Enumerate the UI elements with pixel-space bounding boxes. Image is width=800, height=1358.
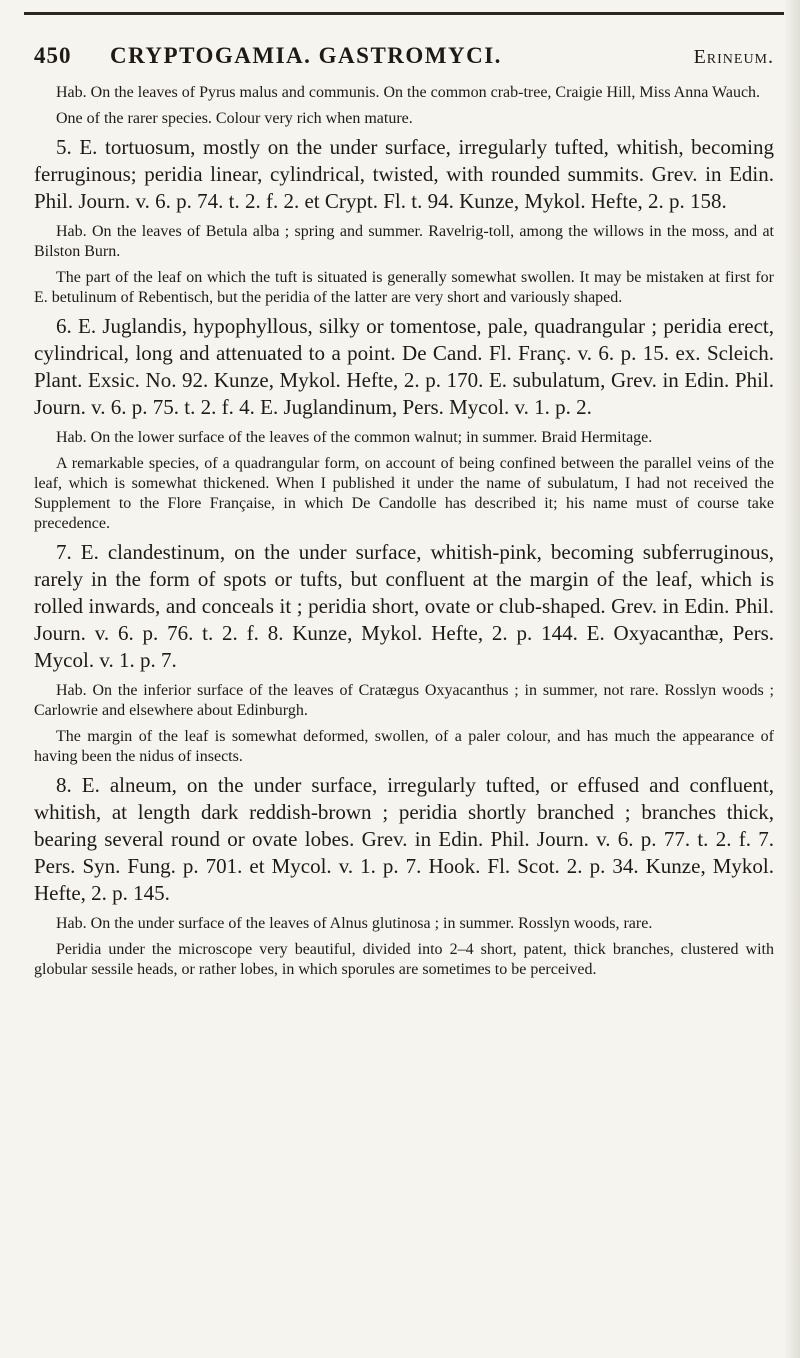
remark-note: A remarkable species, of a quadrangular form, on account of being confined between the parallel veins of the leaf, which is somewhat thickened. When I published it under the name of subulatum, I had not received the Supplement to the Flore Française, in which De Candolle has described it; his name must of course take precedence. [34,455,774,532]
remark-note: The part of the leaf on which the tuft is situated is generally somewhat swollen. It may be mistaken at first for E. betulinum of Rebentisch, but the peridia of the latter are very short and variously shaped. [34,269,774,306]
top-rule [24,12,784,15]
habitat-note: Hab. On the inferior surface of the leaves of Cratægus Oxyacanthus ; in summer, not rare. Rosslyn woods ; Carlowrie and elsewhere about Edinburgh. [34,682,774,719]
species-entry-7: 7. E. clandestinum, on the under surface, whitish-pink, becoming subferruginous, rarely in the form of spots or tufts, but confluent at the margin of the leaf, which is rolled inwards, and conceals it ; peridia short, ovate or club-shaped. Grev. in Edin. Phil. Journ. v. 6. p. 76. t. 2. f. 8. Kunze, Mykol. Hefte, 2. p. 144. E. Oxyacanthæ, Pers. Mycol. v. 1. p. 7. [34,540,774,672]
species-entry-5: 5. E. tortuosum, mostly on the under surface, irregularly tufted, whitish, becoming ferruginous; peridia linear, cylindrical, twisted, with rounded summits. Grev. in Edin. Phil. Journ. v. 6. p. 74. t. 2. f. 2. et Crypt. Fl. t. 94. Kunze, Mykol. Hefte, 2. p. 158. [34,135,774,213]
habitat-note: Hab. On the leaves of Pyrus malus and communis. On the common crab-tree, Craigie Hill, Miss Anna Wauch. [56,84,761,101]
habitat-note: Hab. On the lower surface of the leaves of the common walnut; in summer. Braid Hermitage. [56,429,653,446]
section-title: CRYPTOGAMIA. GASTROMYCI. [110,43,502,68]
species-entry-8: 8. E. alneum, on the under surface, irregularly tufted, or effused and confluent, whitish, at length dark reddish-brown ; peridia shortly branched ; branches thick, bearing several round or ovate lobes. Grev. in Edin. Phil. Journ. v. 6. p. 77. t. 2. f. 7. Pers. Syn. Fung. p. 701. et Mycol. v. 1. p. 7. Hook. Fl. Scot. 2. p. 34. Kunze, Mykol. Hefte, 2. p. 145. [34,773,774,905]
page-edge-shadow [784,0,800,1358]
species-entry-6: 6. E. Juglandis, hypophyllous, silky or tomentose, pale, quadrangular ; peridia erect, cylindrical, long and attenuated to a point. De Cand. Fl. Franç. v. 6. p. 15. ex. Scleich. Plant. Exsic. No. 92. Kunze, Mykol. Hefte, 2. p. 170. E. subulatum, Grev. in Edin. Phil. Journ. v. 6. p. 75. t. 2. f. 4. E. Juglandinum, Pers. Mycol. v. 1. p. 2. [34,314,774,419]
genus-heading: Erineum. [693,46,774,68]
page-number: 450 [34,43,72,68]
habitat-note: Hab. On the leaves of Betula alba ; spring and summer. Ravelrig-toll, among the willows in the moss, and at Bilston Burn. [34,223,774,260]
habitat-note: Hab. On the under surface of the leaves of Alnus glutinosa ; in summer. Rosslyn woods, rare. [56,915,653,932]
remark-note: Peridia under the microscope very beautiful, divided into 2–4 short, patent, thick branches, clustered with globular sessile heads, or rather lobes, in which sporules are sometimes to be perceived. [34,941,774,978]
book-page [34,12,774,985]
remark-note: The margin of the leaf is somewhat deformed, swollen, of a paler colour, and has much the appearance of having been the nidus of insects. [34,728,774,765]
remark-note: One of the rarer species. Colour very rich when mature. [56,110,413,127]
running-head [34,43,774,69]
